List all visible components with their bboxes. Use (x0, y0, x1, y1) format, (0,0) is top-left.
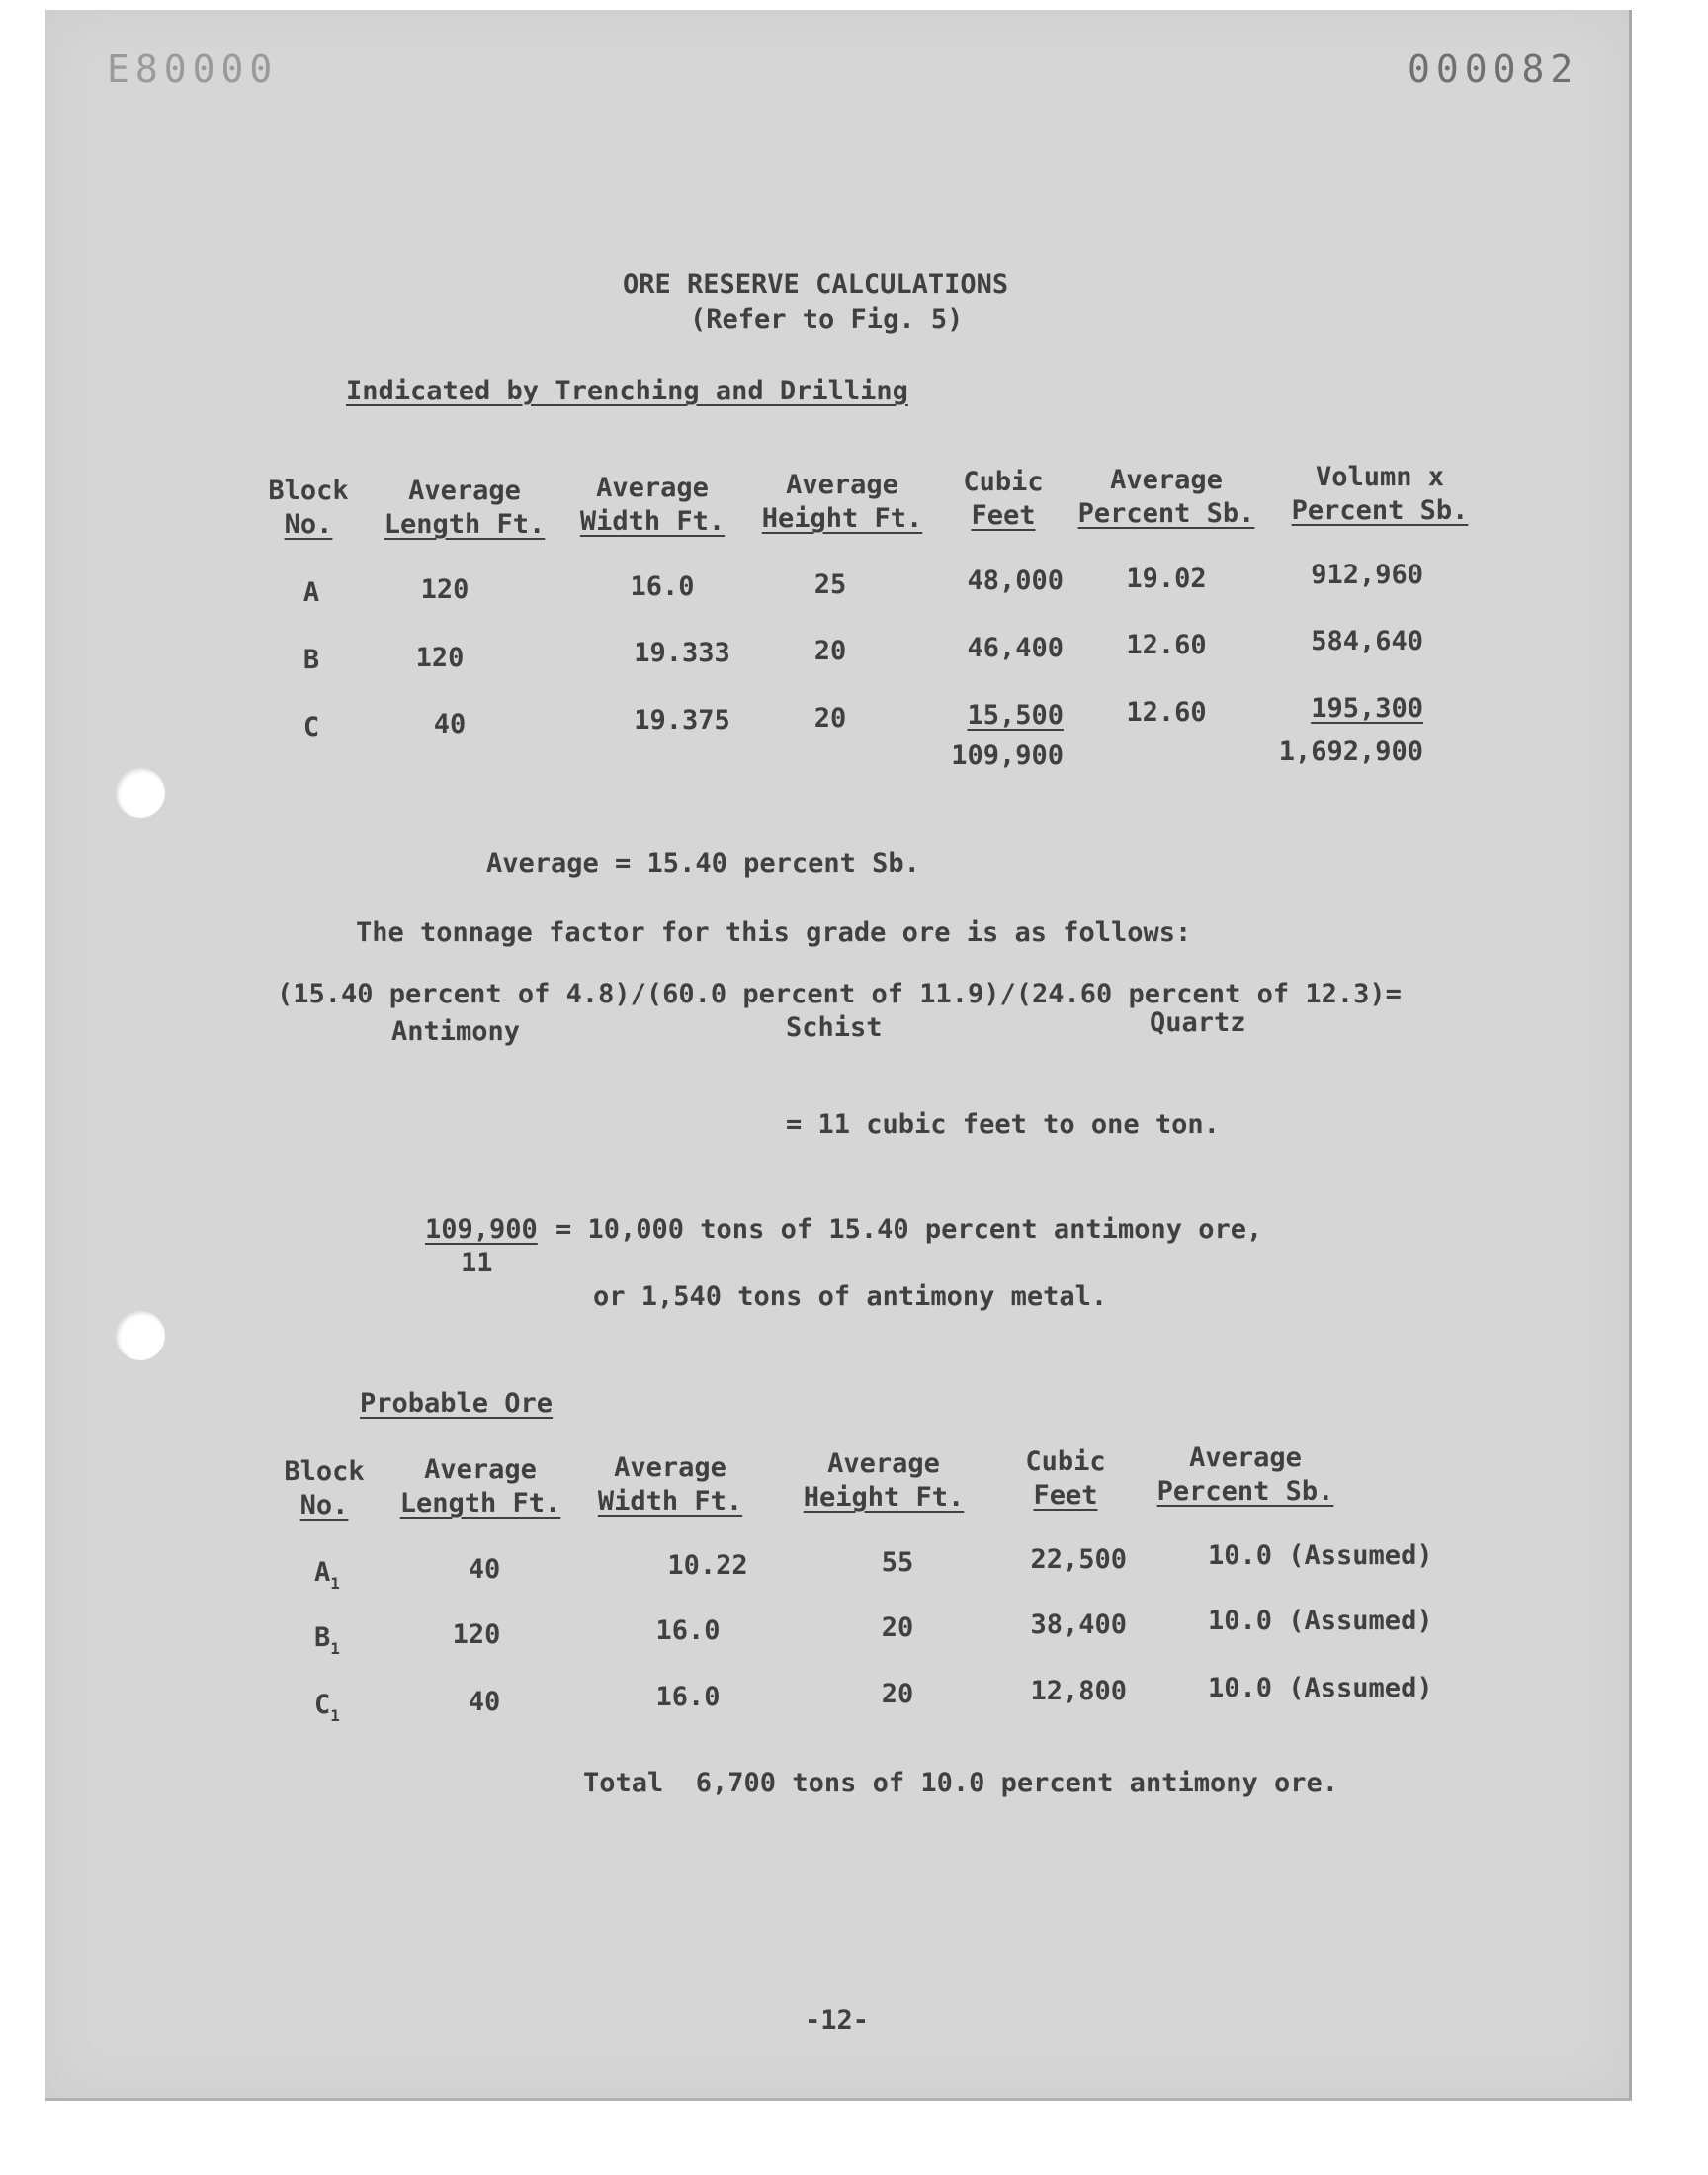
binder-hole-lower (116, 1311, 165, 1360)
indicated-row-c-cubic: 15,500 (967, 700, 1064, 731)
stamp-number-right: 000082 (1408, 47, 1580, 91)
probable-row-b-cubic: 38,400 (1030, 1610, 1127, 1640)
probable-heading: Probable Ore (360, 1388, 554, 1419)
indicated-row-b-length: 120 (415, 643, 465, 673)
formula-label-quartz: Quartz (1150, 1007, 1246, 1038)
tonnage-intro: The tonnage factor for this grade ore is as follows: (356, 917, 1192, 948)
probable-row-c-width: 16.0 (655, 1682, 721, 1712)
probable-row-b-block: $B_1$ (314, 1622, 340, 1658)
indicated-header-percent: Average Percent Sb. (1077, 465, 1255, 529)
probable-row-b-percent: 10.0 (Assumed) (1208, 1606, 1433, 1636)
fraction-result: = 10,000 tons of 15.40 percent antimony ore, (555, 1214, 1263, 1245)
fraction-denominator: 11 (461, 1248, 493, 1278)
indicated-header-cubic: Cubic Feet (963, 467, 1044, 531)
indicated-row-c-volumn: 195,300 (1311, 693, 1423, 724)
probable-header-height: Average Height Ft. (803, 1448, 965, 1513)
indicated-header-height: Average Height Ft. (761, 470, 923, 534)
probable-row-c-cubic: 12,800 (1030, 1676, 1127, 1706)
page-number: -12- (805, 2005, 870, 2036)
probable-row-a-block: $A_1$ (314, 1557, 340, 1593)
probable-header-cubic: Cubic Feet (1025, 1446, 1106, 1511)
metal-line: or 1,540 tons of antimony metal. (593, 1281, 1108, 1312)
indicated-heading: Indicated by Trenching and Drilling (346, 376, 908, 406)
indicated-row-a-width: 16.0 (630, 571, 695, 602)
indicated-row-b-volumn: 584,640 (1311, 626, 1423, 656)
indicated-row-a-percent: 19.02 (1126, 564, 1207, 594)
probable-row-c-length: 40 (468, 1687, 501, 1717)
probable-row-c-percent: 10.0 (Assumed) (1208, 1673, 1433, 1703)
probable-header-length: Average Length Ft. (399, 1454, 561, 1519)
tonnage-formula: (15.40 percent of 4.8)/(60.0 percent of 11.9)/(24.60 percent of 12.3)= (277, 979, 1402, 1009)
tonnage-factor-result: = 11 cubic feet to one ton. (786, 1109, 1220, 1140)
indicated-row-b-height: 20 (813, 636, 847, 666)
indicated-row-a-volumn: 912,960 (1311, 560, 1423, 590)
probable-row-b-length: 120 (452, 1619, 501, 1650)
probable-row-b-height: 20 (881, 1612, 914, 1643)
indicated-row-a-length: 120 (420, 574, 470, 605)
binder-hole-upper (116, 768, 165, 818)
probable-total-line: Total 6,700 tons of 10.0 percent antimony ore. (583, 1768, 1339, 1798)
indicated-row-b-width: 19.333 (634, 638, 730, 668)
indicated-header-volumn: Volumn x Percent Sb. (1291, 462, 1469, 526)
probable-row-c-height: 20 (881, 1679, 914, 1709)
indicated-row-b-block: B (302, 645, 320, 675)
probable-row-a-height: 55 (881, 1547, 914, 1578)
document-subtitle: (Refer to Fig. 5) (690, 304, 964, 335)
indicated-row-c-height: 20 (813, 703, 847, 734)
probable-row-b-width: 16.0 (655, 1615, 721, 1646)
probable-row-c-block: $C_1$ (314, 1690, 340, 1725)
indicated-row-c-length: 40 (433, 709, 467, 740)
indicated-row-a-height: 25 (813, 569, 847, 600)
indicated-row-b-percent: 12.60 (1126, 630, 1207, 660)
indicated-row-c-percent: 12.60 (1126, 697, 1207, 728)
stamp-number-left: E80000 (107, 47, 279, 91)
indicated-total-volumn: 1,692,900 (1278, 737, 1423, 767)
probable-row-a-cubic: 22,500 (1030, 1544, 1127, 1575)
probable-row-a-percent: 10.0 (Assumed) (1208, 1540, 1433, 1571)
indicated-total-cubic: 109,900 (951, 740, 1064, 771)
formula-label-schist: Schist (786, 1012, 883, 1043)
indicated-header-block: Block No. (268, 476, 349, 540)
indicated-header-width: Average Width Ft. (579, 473, 726, 537)
probable-header-width: Average Width Ft. (597, 1452, 743, 1517)
average-line: Average = 15.40 percent Sb. (486, 848, 920, 879)
document-title: ORE RESERVE CALCULATIONS (623, 269, 1009, 300)
probable-header-block: Block No. (284, 1456, 365, 1521)
indicated-row-c-block: C (302, 712, 320, 742)
probable-header-percent: Average Percent Sb. (1156, 1442, 1334, 1507)
indicated-row-c-width: 19.375 (634, 705, 730, 736)
formula-label-antimony: Antimony (391, 1016, 521, 1047)
indicated-row-b-cubic: 46,400 (967, 633, 1064, 663)
indicated-row-a-block: A (302, 577, 320, 608)
fraction-numerator: 109,900 (425, 1214, 538, 1245)
indicated-header-length: Average Length Ft. (384, 476, 546, 540)
probable-row-a-width: 10.22 (667, 1550, 748, 1581)
indicated-row-a-cubic: 48,000 (967, 566, 1064, 596)
probable-row-a-length: 40 (468, 1554, 501, 1585)
